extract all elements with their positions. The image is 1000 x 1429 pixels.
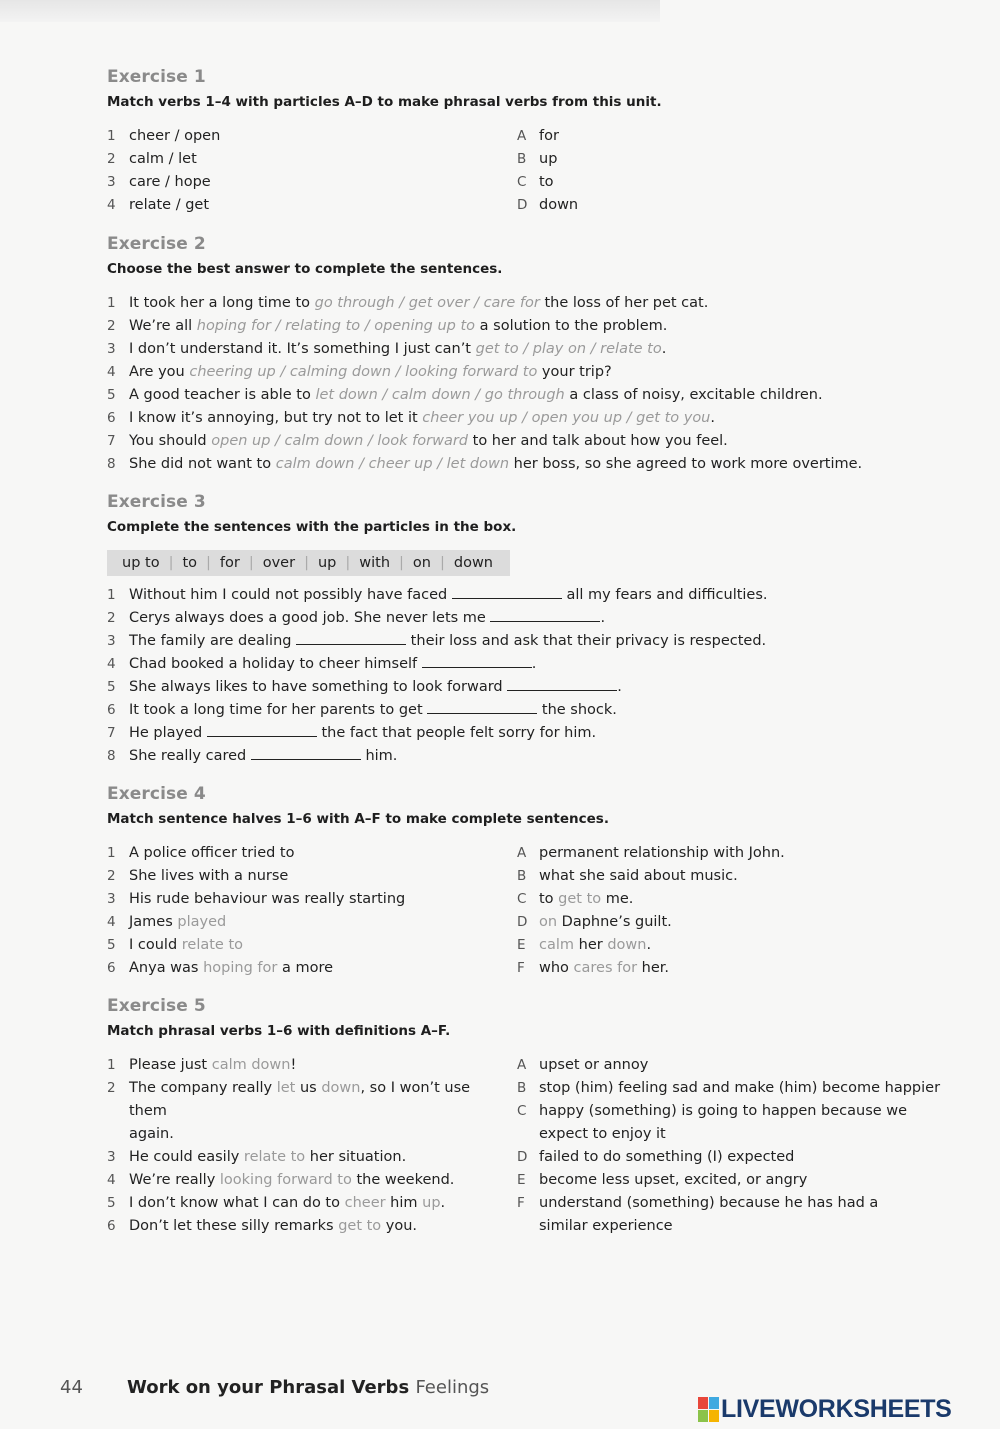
definition-text: failed to do something (I) expected <box>539 1149 795 1165</box>
sentence-continuation: again. <box>129 1126 174 1142</box>
exercise-5-title: Exercise 5 <box>107 996 206 1016</box>
sentence <box>129 584 768 607</box>
option-letter: C <box>517 891 527 907</box>
sentence-half <box>129 865 288 888</box>
phrasal-verb: on <box>539 914 558 930</box>
sentence <box>129 1192 512 1215</box>
sentence <box>129 315 667 338</box>
sentence-end: their loss and ask that their privacy is respected. <box>406 633 767 649</box>
item-number: 4 <box>107 656 116 672</box>
sentence <box>129 745 397 768</box>
exercise-3-rows <box>107 584 937 768</box>
exercise-1 <box>107 67 937 217</box>
gap-fill-row <box>107 722 937 745</box>
sentence-start: Are you <box>129 364 190 380</box>
answer-options: get to / play on / relate to <box>475 341 662 357</box>
sentence <box>129 1054 512 1077</box>
exercise-5-rows <box>107 1054 941 1244</box>
gap-fill-row <box>107 745 937 768</box>
exercise-4-rows <box>107 842 937 980</box>
sentence-start: The family are dealing <box>129 633 297 649</box>
match-row <box>107 957 937 980</box>
sentence-end: a solution to the problem. <box>475 318 668 334</box>
sentence <box>129 1077 512 1123</box>
ending-text <box>539 934 651 957</box>
text-part: A police officer tried to <box>129 845 295 861</box>
exercise-5 <box>107 996 941 1244</box>
exercise-4-title: Exercise 4 <box>107 784 206 804</box>
text-part: James <box>129 914 178 930</box>
match-row <box>107 194 937 217</box>
sentence-end: . <box>710 410 715 426</box>
answer-blank[interactable] <box>296 632 406 645</box>
gap-fill-row <box>107 653 937 676</box>
sentence-end: . <box>600 610 606 626</box>
text-part: me. <box>601 891 634 907</box>
verb-pair: relate / get <box>129 197 209 213</box>
text-part: her. <box>637 960 670 976</box>
item-number: 7 <box>107 433 116 449</box>
ending-text <box>539 888 633 911</box>
item-number: 1 <box>107 845 116 861</box>
sentence-row <box>107 384 937 407</box>
text-part: . <box>440 1195 446 1211</box>
option-letter: A <box>517 1057 527 1073</box>
particle-word: down <box>453 555 493 571</box>
phrasal-verb: let <box>276 1080 296 1096</box>
text-part: a more <box>277 960 334 976</box>
particle-text: down <box>539 197 579 213</box>
sentence-row <box>107 338 937 361</box>
option-letter: A <box>517 845 527 861</box>
box-separator: | <box>439 555 445 571</box>
sentence-start: We’re all <box>129 318 197 334</box>
phrasal-verb: up <box>422 1195 441 1211</box>
item-number: 3 <box>107 1149 116 1165</box>
verb-pair: calm / let <box>129 151 197 167</box>
scan-top-edge <box>0 0 660 22</box>
sentence-end: . <box>617 679 622 695</box>
item-number: 4 <box>107 1172 116 1188</box>
text-part: the weekend. <box>351 1172 455 1188</box>
text-part: We’re really <box>129 1172 220 1188</box>
text-part: to <box>539 891 559 907</box>
sentence <box>129 361 612 384</box>
sentence-row <box>107 1215 512 1238</box>
definition-text: understand (something) because he has had a <box>539 1195 879 1211</box>
exercise-3 <box>107 492 937 768</box>
exercise-5-instruction: Match phrasal verbs 1–6 with definitions A–F. <box>107 1023 451 1039</box>
sentence-end: her boss, so she agreed to work more overtime. <box>509 456 863 472</box>
sentence-half <box>129 888 405 911</box>
logo-square <box>698 1410 708 1422</box>
sentence-end: the shock. <box>537 702 617 718</box>
sentence-half <box>129 842 294 865</box>
sentence-row <box>107 1169 512 1192</box>
match-row <box>107 842 937 865</box>
answer-blank[interactable] <box>507 678 617 691</box>
sentence-row <box>107 1054 512 1077</box>
sentence <box>129 676 622 699</box>
liveworksheets-logo <box>698 1394 952 1424</box>
item-number: 6 <box>107 960 116 976</box>
item-number: 1 <box>107 128 116 144</box>
option-letter: D <box>517 1149 528 1165</box>
text-part: her situation. <box>305 1149 407 1165</box>
exercise-4-instruction: Match sentence halves 1–6 with A–F to make complete sentences. <box>107 811 609 827</box>
exercise-3-title: Exercise 3 <box>107 492 206 512</box>
option-letter: C <box>517 174 527 190</box>
item-number: 8 <box>107 748 116 764</box>
match-row <box>107 125 937 148</box>
phrasal-verb: cares for <box>573 960 638 976</box>
sentence-row <box>107 407 937 430</box>
sentence-end: to her and talk about how you feel. <box>468 433 728 449</box>
sentence-start: It took her a long time to <box>129 295 315 311</box>
answer-options: calm down / cheer up / let down <box>275 456 510 472</box>
answer-blank[interactable] <box>422 655 532 668</box>
phrasal-verb: down <box>321 1080 361 1096</box>
definition-text: become less upset, excited, or angry <box>539 1172 808 1188</box>
text-part: permanent relationship with John. <box>539 845 785 861</box>
sentence <box>129 722 596 745</box>
particle-text: to <box>539 174 554 190</box>
phrasal-verb: calm down <box>211 1057 291 1073</box>
text-part: Don’t let these silly remarks <box>129 1218 339 1234</box>
box-separator: | <box>248 555 254 571</box>
option-letter: E <box>517 1172 526 1188</box>
sentence-start: He played <box>129 725 207 741</box>
item-number: 3 <box>107 891 116 907</box>
exercise-4 <box>107 784 937 980</box>
sentence-half <box>129 911 226 934</box>
exercise-2-instruction: Choose the best answer to complete the sentences. <box>107 261 503 277</box>
sentence-end: the loss of her pet cat. <box>539 295 709 311</box>
exercise-2 <box>107 234 937 476</box>
phrasal-verb: looking forward to <box>219 1172 352 1188</box>
option-letter: B <box>517 1080 527 1096</box>
sentence <box>129 338 666 361</box>
sentence-end: all my fears and difficulties. <box>561 587 768 603</box>
text-part: I could <box>129 937 182 953</box>
sentence-end: him. <box>360 748 398 764</box>
sentence <box>129 292 708 315</box>
exercise-2-rows <box>107 292 937 476</box>
sentence-end: your trip? <box>537 364 612 380</box>
item-number: 2 <box>107 868 116 884</box>
item-number: 4 <box>107 197 116 213</box>
text-part: She lives with a nurse <box>129 868 289 884</box>
ending-text <box>539 865 738 888</box>
sentence-row <box>107 1077 512 1146</box>
sentence <box>129 630 766 653</box>
logo-text: LIVEWORKSHEETS <box>721 1394 952 1423</box>
box-separator: | <box>345 555 351 571</box>
box-separator: | <box>304 555 309 571</box>
ending-text <box>539 842 785 865</box>
sentence <box>129 699 617 722</box>
text-part: ! <box>290 1057 297 1073</box>
sentence-end: . <box>661 341 667 357</box>
sentence-start: Chad booked a holiday to cheer himself <box>129 656 422 672</box>
match-row <box>107 888 937 911</box>
exercise-3-instruction: Complete the sentences with the particles in the box. <box>107 519 517 535</box>
particles-box <box>107 550 510 576</box>
particle-word: on <box>412 555 431 571</box>
verb-pair: cheer / open <box>129 128 221 144</box>
answer-blank[interactable] <box>490 609 600 622</box>
item-number: 6 <box>107 410 116 426</box>
sentence-half <box>129 957 333 980</box>
phrasal-verb: hoping for <box>203 960 278 976</box>
item-number: 1 <box>107 587 116 603</box>
particle-text: up <box>539 151 558 167</box>
sentence-row <box>107 292 937 315</box>
item-number: 3 <box>107 633 116 649</box>
definition-continuation: expect to enjoy it <box>539 1126 666 1142</box>
option-letter: B <box>517 151 527 167</box>
sentence-start: It took a long time for her parents to get <box>129 702 428 718</box>
sentence <box>129 407 715 430</box>
sentence-start: Cerys always does a good job. She never lets me <box>129 610 491 626</box>
text-part: Please just <box>129 1057 212 1073</box>
definition-text: stop (him) feeling sad and make (him) become happier <box>539 1080 941 1096</box>
sentence-start: You should <box>129 433 212 449</box>
book-title: Work on your Phrasal Verbs <box>127 1377 410 1398</box>
box-separator: | <box>399 555 404 571</box>
gap-fill-row <box>107 607 937 630</box>
item-number: 1 <box>107 295 116 311</box>
answer-blank[interactable] <box>251 747 361 760</box>
exercise-1-title: Exercise 1 <box>107 67 206 87</box>
item-number: 2 <box>107 610 116 626</box>
text-part: , so I won’t use them <box>129 1080 471 1119</box>
particle-word: up to <box>122 555 160 571</box>
match-row <box>107 171 937 194</box>
sentence <box>129 384 823 407</box>
verb-pair: care / hope <box>129 174 211 190</box>
sentence-start: I know it’s annoying, but try not to let it <box>129 410 423 426</box>
definition-text: happy (something) is going to happen because we <box>539 1103 908 1119</box>
item-number: 6 <box>107 1218 116 1234</box>
text-part: . <box>646 937 652 953</box>
item-number: 5 <box>107 679 116 695</box>
option-letter: F <box>517 960 525 976</box>
answer-blank[interactable] <box>207 724 317 737</box>
text-part: The company really <box>129 1080 277 1096</box>
gap-fill-row <box>107 584 937 607</box>
sentence <box>129 1169 512 1192</box>
option-letter: E <box>517 937 526 953</box>
phrasal-verb: cheer <box>344 1195 386 1211</box>
sentence-row <box>107 453 937 476</box>
liveworksheets-logo-icon <box>698 1397 718 1421</box>
phrasal-verb: calm <box>539 937 575 953</box>
sentence-start: Without him I could not possibly have faced <box>129 587 452 603</box>
answer-blank[interactable] <box>427 701 537 714</box>
box-separator: | <box>206 555 211 571</box>
item-number: 5 <box>107 1195 116 1211</box>
match-row <box>107 865 937 888</box>
item-number: 4 <box>107 364 116 380</box>
definition-row <box>517 1146 937 1169</box>
match-row <box>107 911 937 934</box>
text-part: you. <box>381 1218 418 1234</box>
item-number: 5 <box>107 387 116 403</box>
logo-square <box>709 1397 719 1409</box>
text-part: I don’t know what I can do to <box>129 1195 345 1211</box>
gap-fill-row <box>107 630 937 653</box>
text-part: Daphne’s guilt. <box>557 914 672 930</box>
sentence <box>129 653 536 676</box>
answer-options: go through / get over / care for <box>314 295 540 311</box>
phrasal-verb: down <box>607 937 647 953</box>
item-number: 3 <box>107 341 116 357</box>
sentence-row <box>107 315 937 338</box>
gap-fill-row <box>107 676 937 699</box>
sentence <box>129 1146 512 1169</box>
sentence-row <box>107 1192 512 1215</box>
particle-word: over <box>262 555 296 571</box>
definition-continuation: similar experience <box>539 1218 673 1234</box>
match-row <box>107 148 937 171</box>
sentence-start: I don’t understand it. It’s something I just can’t <box>129 341 476 357</box>
text-part: us <box>295 1080 322 1096</box>
item-number: 3 <box>107 174 116 190</box>
sentence <box>129 607 605 630</box>
item-number: 8 <box>107 456 116 472</box>
phrasal-verb-column <box>107 1054 512 1238</box>
option-letter: B <box>517 868 527 884</box>
definition-text: upset or annoy <box>539 1057 649 1073</box>
definition-row <box>517 1054 937 1077</box>
item-number: 2 <box>107 1080 116 1096</box>
phrasal-verb: relate to <box>243 1149 306 1165</box>
sentence-row <box>107 1146 512 1169</box>
sentence-start: She did not want to <box>129 456 276 472</box>
exercise-1-rows <box>107 125 937 217</box>
option-letter: C <box>517 1103 527 1119</box>
item-number: 5 <box>107 937 116 953</box>
answer-options: hoping for / relating to / opening up to <box>196 318 476 334</box>
option-letter: D <box>517 914 528 930</box>
option-letter: A <box>517 128 527 144</box>
phrasal-verb: get to <box>338 1218 382 1234</box>
sentence-end: . <box>531 656 537 672</box>
sentence <box>129 1215 512 1238</box>
text-part: He could easily <box>129 1149 244 1165</box>
phrasal-verb: played <box>177 914 227 930</box>
exercise-2-title: Exercise 2 <box>107 234 206 254</box>
item-number: 7 <box>107 725 116 741</box>
item-number: 4 <box>107 914 116 930</box>
sentence-end: a class of noisy, excitable children. <box>564 387 823 403</box>
definition-row <box>517 1192 937 1238</box>
particle-word: with <box>359 555 391 571</box>
definition-row <box>517 1100 937 1146</box>
answer-options: open up / calm down / look forward <box>211 433 469 449</box>
definition-column <box>517 1054 941 1238</box>
particle-word: to <box>182 555 198 571</box>
option-letter: F <box>517 1195 525 1211</box>
answer-options: cheering up / calming down / looking forward to <box>189 364 538 380</box>
item-number: 2 <box>107 318 116 334</box>
footer-title <box>127 1377 489 1398</box>
phrasal-verb: get to <box>558 891 602 907</box>
definition-row <box>517 1077 941 1100</box>
particle-text: for <box>539 128 559 144</box>
match-row <box>107 934 937 957</box>
gap-fill-row <box>107 699 937 722</box>
exercise-1-instruction: Match verbs 1–4 with particles A–D to make phrasal verbs from this unit. <box>107 94 662 110</box>
box-separator: | <box>168 555 174 571</box>
sentence-start: A good teacher is able to <box>129 387 316 403</box>
option-letter: D <box>517 197 528 213</box>
item-number: 2 <box>107 151 116 167</box>
sentence <box>129 453 862 476</box>
sentence-start: She always likes to have something to look forward <box>129 679 508 695</box>
unit-name: Feelings <box>415 1377 490 1398</box>
particle-word: for <box>219 555 240 571</box>
particle-word: up <box>317 555 337 571</box>
text-part: His rude behaviour was really starting <box>129 891 406 907</box>
text-part: who <box>539 960 574 976</box>
item-number: 6 <box>107 702 116 718</box>
ending-text <box>539 911 672 934</box>
text-part: her <box>574 937 608 953</box>
answer-options: cheer you up / open you up / get to you <box>422 410 711 426</box>
definition-row <box>517 1169 937 1192</box>
sentence-row <box>107 361 937 384</box>
sentence-end: the fact that people felt sorry for him. <box>316 725 597 741</box>
ending-text <box>539 957 669 980</box>
answer-blank[interactable] <box>452 586 562 599</box>
text-part: him <box>385 1195 423 1211</box>
text-part: Anya was <box>129 960 204 976</box>
logo-square <box>709 1410 719 1422</box>
phrasal-verb: relate to <box>181 937 244 953</box>
page-number: 44 <box>60 1377 83 1398</box>
logo-square <box>698 1397 708 1409</box>
text-part: what she said about music. <box>539 868 738 884</box>
answer-options: let down / calm down / go through <box>315 387 565 403</box>
sentence-start: She really cared <box>129 748 251 764</box>
sentence-half <box>129 934 243 957</box>
item-number: 1 <box>107 1057 116 1073</box>
sentence <box>129 430 728 453</box>
sentence-row <box>107 430 937 453</box>
